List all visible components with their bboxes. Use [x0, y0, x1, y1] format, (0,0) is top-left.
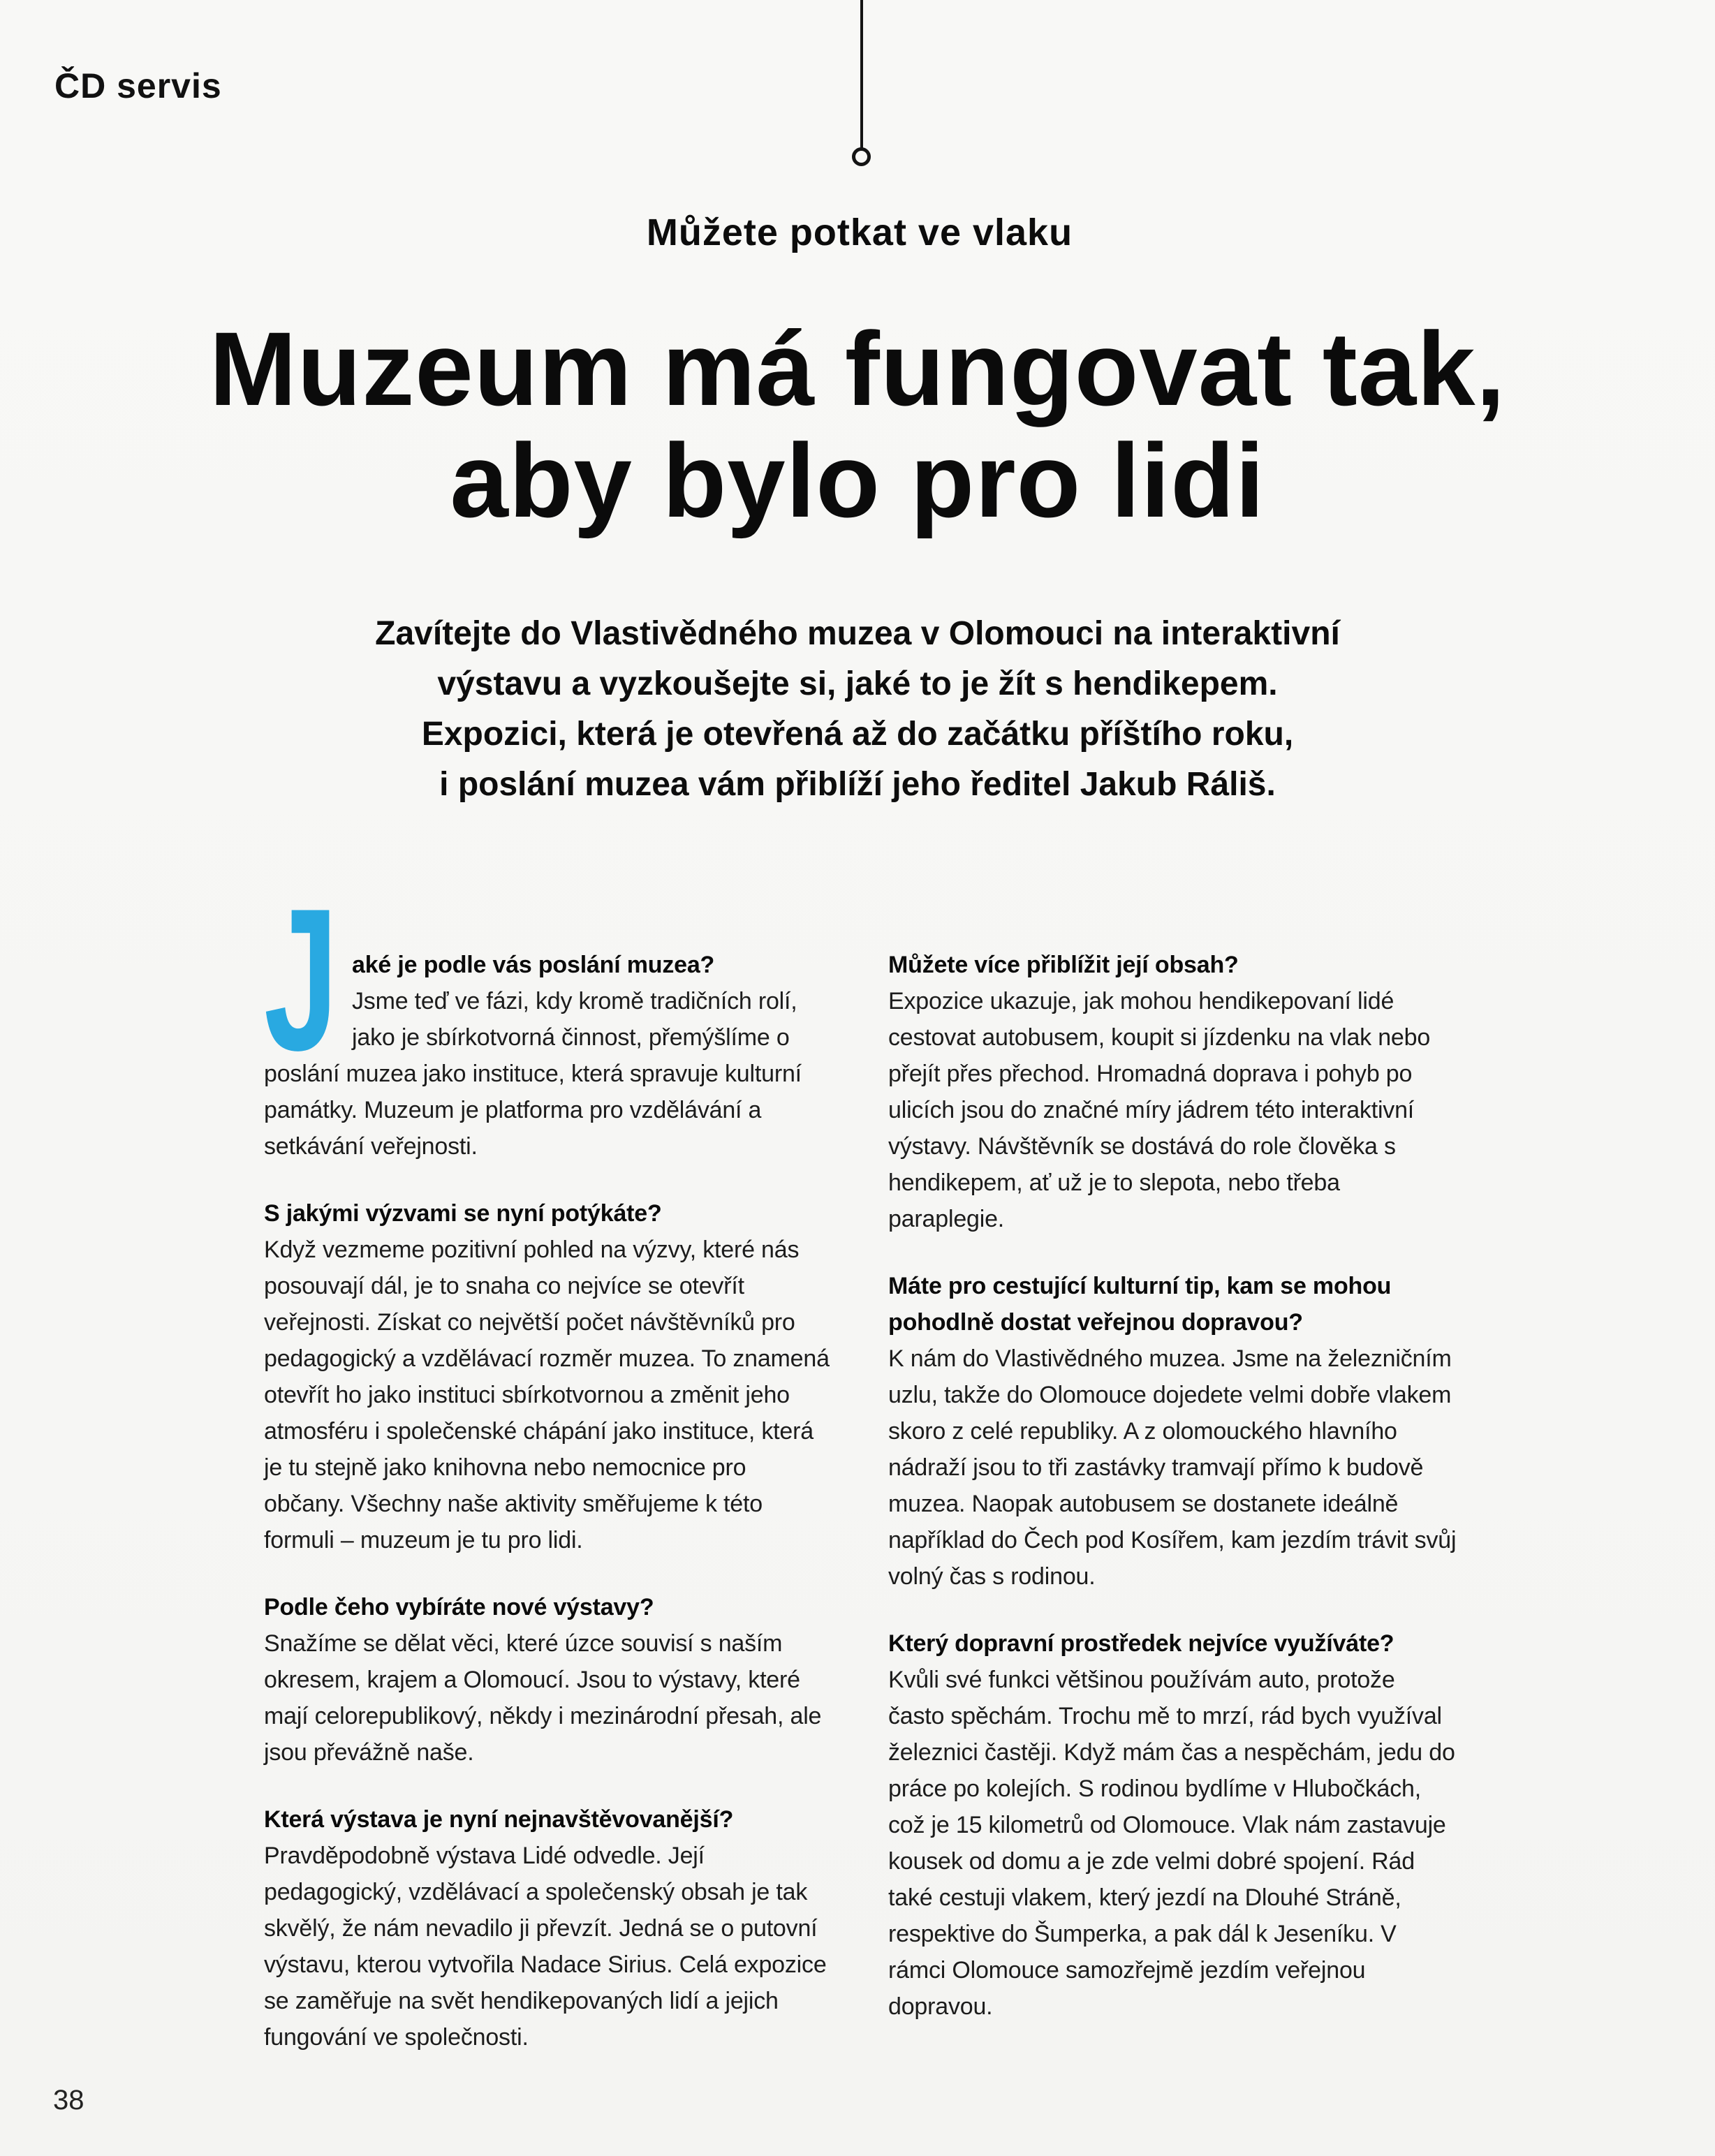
- qa-block: [264, 866, 832, 1165]
- lede: [0, 609, 1715, 810]
- interview-question: Můžete více přiblížit její obsah?: [888, 952, 1239, 978]
- qa-block: [264, 1589, 832, 1771]
- qa-block: [888, 1625, 1457, 2025]
- headline-line-1: Muzeum má fungovat tak,: [209, 310, 1506, 427]
- interview-answer: Když vezmeme pozitivní pohled na výzvy, které nás posouvají dál, je to snaha co nejvíce se otevřít veřejnosti. Získat co největší počet návštěvníků pro pedagogický a vzdělávací rozměr muzea. To znamená otevřít ho jako instituci sbírkotvornou a změnit jeho atmosféru i společenské chápání jako instituce, která je tu stejně jako knihovna nebo nemocnice pro občany. Všechny naše aktivity směřujeme k této formuli – muzeum je tu pro lidi.: [264, 1236, 830, 1553]
- interview-right-column: [888, 947, 1457, 2055]
- interview-answer: Kvůli své funkci většinou používám auto, protože často spěchám. Trochu mě to mrzí, rád bych využíval železnici častěji. Když mám čas a nespěchám, jedu do práce po kolejích. S rodinou bydlíme v Hlubočkách, což je 15 kilometrů od Olomouce. Vlak nám zastavuje kousek od domu a je zde velmi dobré spojení. Rád také cestuji vlakem, který jezdí na Dlouhé Stráně, respektive do Šumperka, a pak dál k Jeseníku. V rámci Olomouce samozřejmě jezdím veřejnou dopravou.: [888, 1667, 1455, 2020]
- interview-answer: Expozice ukazuje, jak mohou hendikepovaní lidé cestovat autobusem, koupit si jízdenku na vlak nebo přejít přes přechod. Hromadná doprava i pohyb po ulicích jsou do značné míry jádrem této interaktivní výstavy. Návštěvník se dostává do role člověka s hendikepem, ať už je to slepota, nebo třeba paraplegie.: [888, 988, 1431, 1232]
- interview-answer: Jsme teď ve fázi, kdy kromě tradičních rolí, jako je sbírkotvorná činnost, přemýšlíme o poslání muzea jako instituce, která spravuje kulturní památky. Muzeum je platforma pro vzdělávání a setkávání veřejnosti.: [264, 988, 802, 1160]
- interview-answer: Pravděpodobně výstava Lidé odvedle. Její pedagogický, vzdělávací a společenský obsah je tak skvělý, že nám nevadilo ji převzít. Jedná se o putovní výstavu, kterou vytvořila Nadace Sirius. Celá expozice se zaměřuje na svět hendikepovaných lidí a jejich fungování ve společnosti.: [264, 1843, 827, 2051]
- headline: [0, 310, 1715, 539]
- page-number: 38: [53, 2085, 84, 2116]
- headline-line-2: aby bylo pro lidi: [450, 422, 1265, 539]
- lede-line: Expozici, která je otevřená až do začátku příštího roku,: [421, 716, 1294, 753]
- lede-line: Zavítejte do Vlastivědného muzea v Olomouci na interaktivní: [375, 615, 1340, 652]
- interview-left-column: [264, 866, 832, 2086]
- qa-block: [888, 1268, 1457, 1595]
- interview-question: Která výstava je nyní nejnavštěvovanější?: [264, 1806, 734, 1833]
- interview-question: Podle čeho vybíráte nové výstavy?: [264, 1594, 654, 1620]
- pendant-circle-icon: [852, 147, 871, 166]
- drop-cap: J: [264, 866, 339, 1093]
- kicker: Můžete potkat ve vlaku: [646, 212, 1073, 253]
- interview-answer: K nám do Vlastivědného muzea. Jsme na železničním uzlu, takže do Olomouce dojedete velmi dobře vlakem skoro z celé republiky. A z olomouckého hlavního nádraží jsou to tři zastávky tramvají přímo k budově muzea. Naopak autobusem se dostanete ideálně například do Čech pod Kosířem, kam jezdím trávit svůj volný čas s rodinou.: [888, 1345, 1457, 1590]
- qa-block: [264, 1801, 832, 2055]
- interview-question: Máte pro cestující kulturní tip, kam se mohou pohodlně dostat veřejnou dopravou?: [888, 1273, 1392, 1336]
- interview-question: aké je podle vás poslání muzea?: [352, 952, 715, 978]
- section-label: ČD servis: [54, 66, 222, 105]
- qa-block: [264, 1195, 832, 1558]
- interview-question: S jakými výzvami se nyní potýkáte?: [264, 1200, 662, 1227]
- qa-block: [888, 947, 1457, 1237]
- lede-line: výstavu a vyzkoušejte si, jaké to je žít s hendikepem.: [437, 665, 1278, 702]
- interview-question: Který dopravní prostředek nejvíce využíváte?: [888, 1630, 1394, 1657]
- pendant-line-icon: [860, 0, 863, 148]
- interview-answer: Snažíme se dělat věci, které úzce souvisí s naším okresem, krajem a Olomoucí. Jsou to výstavy, které mají celorepublikový, někdy i mezinárodní přesah, ale jsou převážně naše.: [264, 1630, 822, 1766]
- lede-line: i poslání muzea vám přiblíží jeho ředitel Jakub Ráliš.: [439, 766, 1276, 803]
